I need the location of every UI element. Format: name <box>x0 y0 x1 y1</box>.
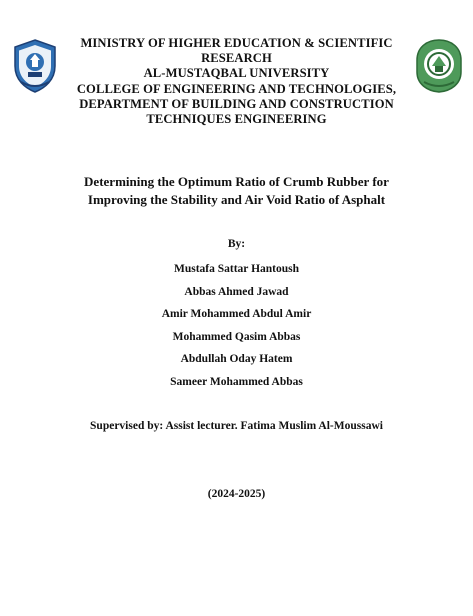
header-line: DEPARTMENT OF BUILDING AND CONSTRUCTION <box>79 96 394 111</box>
author-name: Mustafa Sattar Hantoush <box>173 263 300 275</box>
title-line-1: Determining the Optimum Ratio of Crumb Rubber for <box>84 174 389 189</box>
header-line: RESEARCH <box>201 51 272 66</box>
academic-year: (2024-2025) <box>207 488 266 500</box>
by-label: By: <box>227 238 246 250</box>
header-line: TECHNIQUES ENGINEERING <box>146 112 327 127</box>
author-list <box>0 261 473 396</box>
header-line: COLLEGE OF ENGINEERING AND TECHNOLOGIES, <box>76 81 397 96</box>
title-line-2: Improving the Stability and Air Void Ratio of Asphalt <box>87 192 386 207</box>
institution-header <box>60 36 413 127</box>
author-name: Abbas Ahmed Jawad <box>184 285 289 298</box>
college-emblem-icon <box>414 38 464 94</box>
header-line: MINISTRY OF HIGHER EDUCATION & SCIENTIFIC <box>80 36 393 50</box>
author-name: Mohammed Qasim Abbas <box>172 330 301 343</box>
university-crest-icon <box>11 38 59 94</box>
author-name: Sameer Mohammed Abbas <box>170 375 303 388</box>
header-line: AL-MUSTAQBAL UNIVERSITY <box>143 66 330 81</box>
author-name: Abdullah Oday Hatem <box>180 353 293 365</box>
project-title <box>20 173 453 209</box>
supervisor-line: Supervised by: Assist lecturer. Fatima Muslim Al-Moussawi <box>90 420 383 432</box>
author-name: Amir Mohammed Abdul Amir <box>161 308 312 320</box>
